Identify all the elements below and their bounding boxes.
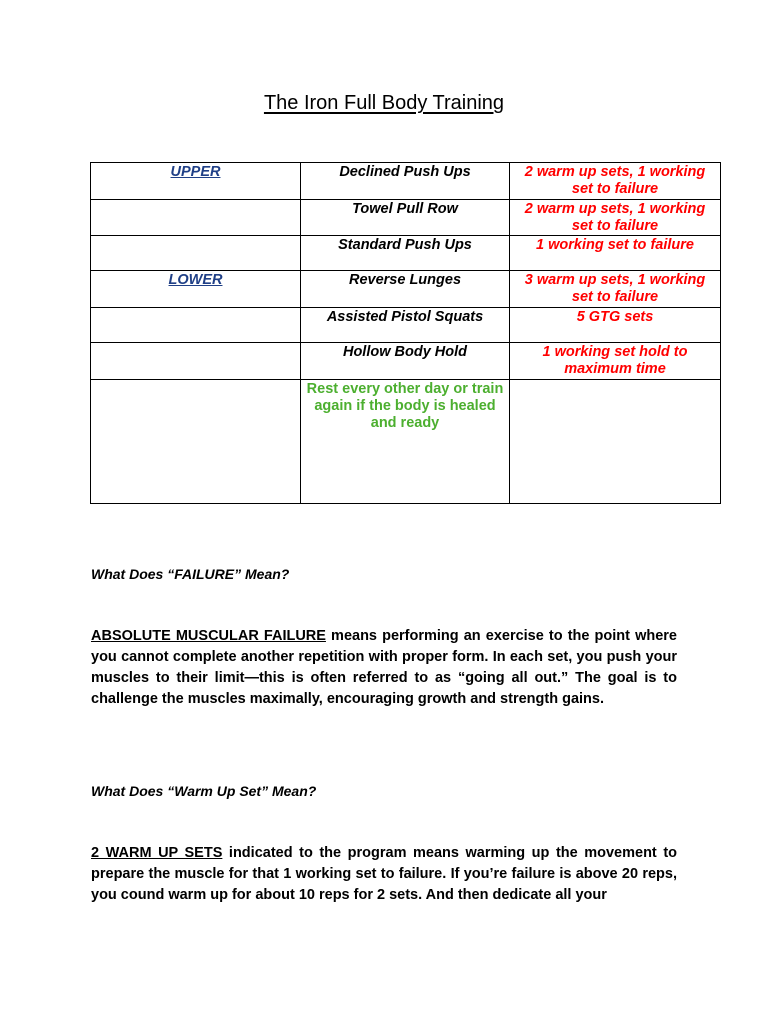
- exercise-cell: Declined Push Ups: [301, 163, 510, 200]
- warmup-heading: What Does “Warm Up Set” Mean?: [91, 783, 317, 799]
- scheme-cell: 5 GTG sets: [510, 308, 721, 343]
- group-label-lower: LOWER: [91, 271, 301, 308]
- group-label-upper: UPPER: [91, 163, 301, 200]
- table-row: [91, 308, 721, 343]
- table-row: [91, 236, 721, 271]
- group-label: [91, 200, 301, 236]
- exercise-cell: Assisted Pistol Squats: [301, 308, 510, 343]
- exercise-cell: Reverse Lunges: [301, 271, 510, 308]
- exercise-cell: Towel Pull Row: [301, 200, 510, 236]
- exercise-cell: Hollow Body Hold: [301, 343, 510, 380]
- failure-term: ABSOLUTE MUSCULAR FAILURE: [91, 628, 326, 644]
- empty-cell: [91, 380, 301, 504]
- group-label: [91, 343, 301, 380]
- warmup-term: 2 WARM UP SETS: [91, 845, 223, 861]
- scheme-cell: 2 warm up sets, 1 working set to failure: [510, 200, 721, 236]
- table-row: [91, 343, 721, 380]
- warmup-paragraph: [91, 843, 677, 906]
- empty-cell: [510, 380, 721, 504]
- table-row: [91, 271, 721, 308]
- table-row: [91, 163, 721, 200]
- failure-text: means performing an exercise to the point where you cannot complete another repetition with proper form. In each set, you push your muscles to their limit—this is often referred to as “going all out.” The goal is to challenge the muscles maximally, encouraging growth and strength gains.: [91, 628, 677, 707]
- table-row: [91, 380, 721, 504]
- page-title: The Iron Full Body Training: [263, 92, 505, 114]
- failure-paragraph: [91, 626, 677, 710]
- scheme-cell: 1 working set hold to maximum time: [510, 343, 721, 380]
- exercise-cell: Standard Push Ups: [301, 236, 510, 271]
- rest-note: Rest every other day or train again if the body is healed and ready: [301, 380, 510, 504]
- table-row: [91, 200, 721, 236]
- scheme-cell: 2 warm up sets, 1 working set to failure: [510, 163, 721, 200]
- warmup-text: indicated to the program means warming up the movement to prepare the muscle for that 1 working set to failure. If you’re failure is above 20 reps, you cound warm up for about 10 reps for 2 sets. And then dedicate all your: [91, 845, 678, 903]
- group-label: [91, 236, 301, 271]
- training-table: [90, 162, 721, 504]
- failure-heading: What Does “FAILURE” Mean?: [91, 566, 290, 582]
- group-label: [91, 308, 301, 343]
- scheme-cell: 1 working set to failure: [510, 236, 721, 271]
- scheme-cell: 3 warm up sets, 1 working set to failure: [510, 271, 721, 308]
